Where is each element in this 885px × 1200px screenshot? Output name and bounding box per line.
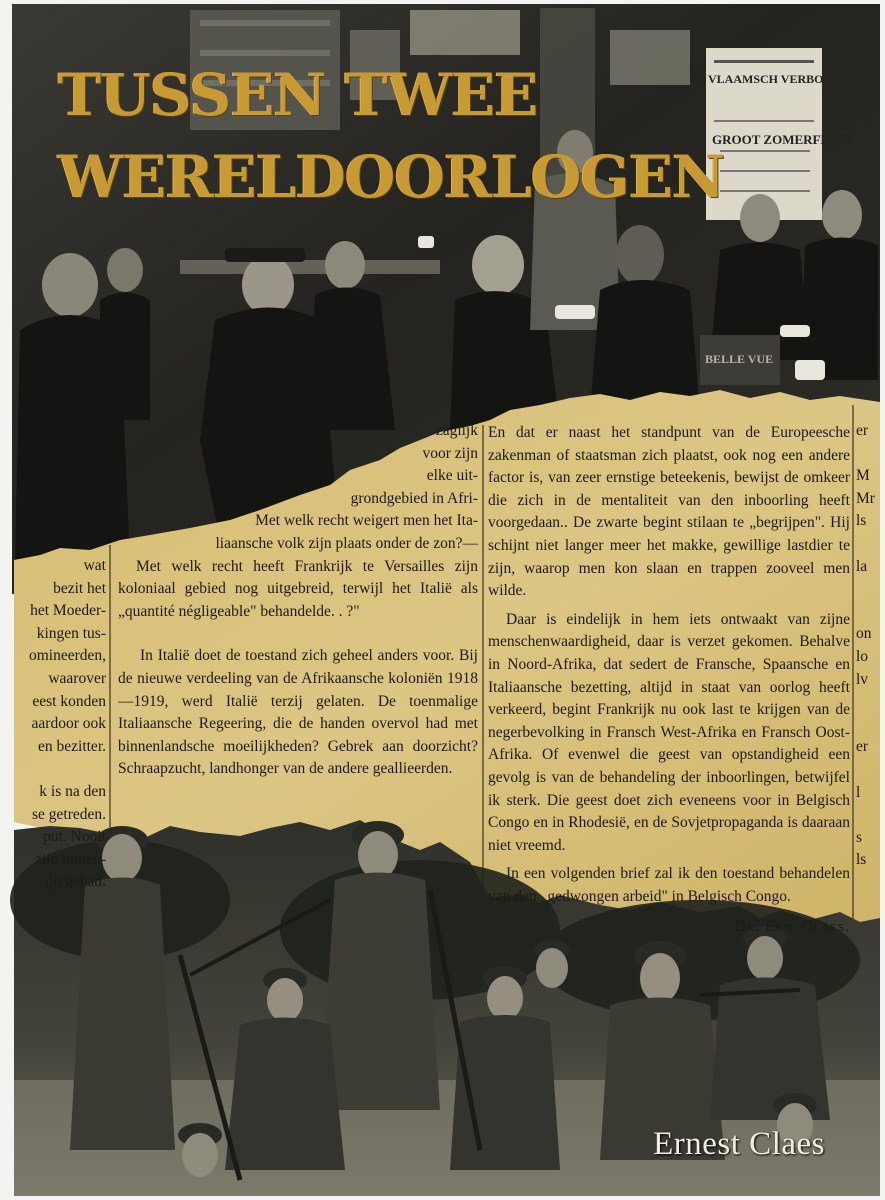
newspaper-line: se getreden. (31, 805, 106, 823)
newspaper-torn-line: grondgebied in Afri- (350, 489, 478, 507)
book-title-line-1: TUSSEN TWEE (58, 61, 538, 129)
newspaper-far-right-column (856, 420, 882, 890)
newspaper-line: er (856, 738, 869, 756)
newspaper-line (856, 601, 882, 624)
newspaper-line: ijn gehad. (44, 873, 106, 891)
book-author: Ernest Claes (653, 1126, 825, 1162)
newspaper-line: omineerden, (28, 647, 106, 665)
newspaper-line: lo (856, 647, 869, 665)
newspaper-torn-line: liaansche volk zijn plaats onder de zon?— (215, 534, 478, 552)
newspaper-line: wat (83, 557, 106, 574)
newspaper-line: Mr (856, 489, 875, 507)
newspaper-line: la (856, 557, 868, 575)
newspaper-line: er (856, 422, 869, 439)
newspaper-line: put. Nooit (43, 828, 106, 846)
newspaper-line: on (856, 625, 872, 643)
newspaper-line: ls (856, 512, 867, 530)
newspaper-line: k is na den (39, 782, 106, 800)
newspaper-torn-line: zaglijk (435, 422, 478, 439)
poster-line: GROOT ZOMERFEEST (712, 132, 854, 147)
newspaper-line (856, 804, 882, 827)
book-title-line-2: WERELDOORLOGEN (58, 143, 725, 211)
newspaper-paragraph: In een volgenden brief zal ik den toestand behandelen van den „gedwongen arbeid" in Belgisch Congo. (488, 865, 850, 905)
newspaper-line: waarover (48, 669, 106, 687)
newspaper-line (856, 578, 882, 601)
newspaper-line: ls (856, 851, 867, 869)
newspaper-torn-line: elke uit- (426, 467, 478, 485)
newspaper-left-column (14, 555, 106, 891)
newspaper-torn-lines (118, 420, 478, 556)
newspaper-paragraph: In Italië doet de toestand zich geheel anders voor. Bij de nieuwe verdeeling van de Afrikaansche koloniën 1918—1919, werd Italië terzij gelaten. De toenmalige Italiaansche Regeering, die de handen overvol had met binnenlandsche moeilijkheden? Gebrek aan doorzicht? Schraapzucht, landhonger van de andere geallieerden. (118, 647, 478, 778)
newspaper-paragraph: En dat er naast het standpunt van de Europeesche zakenman of staatsman zich plaatst, ook nog een andere factor is, van zeer ernstige beteekenis, bewijst de omkeer die zich in de mentaliteit van den inboorling heeft voorgedaan.. De zwarte begint stilaan te „begrijpen". Hij schijnt niet langer meer het makke, gewillige lastdier te zijn, waarop men kon slaan en trappen zooveel men wilde. (488, 424, 850, 600)
newspaper-signature: Dr. Ern. Claes. (734, 918, 850, 936)
newspaper-middle-column (118, 420, 478, 825)
newspaper-torn-line: Met welk recht weigert men het Ita- (255, 512, 478, 530)
newspaper-line: l (856, 783, 861, 801)
newspaper-line (856, 714, 882, 737)
newspaper-paragraph: Daar is eindelijk in hem iets ontwaakt van zijne menschenwaardigheid, daar is verzet gekomen. Behalve in Noord-Afrika, dat sedert de Fransche, Spaansche en Italiaansche bezetting, altijd in staat van oorlog heeft verkeerd, begint Frankrijk nu ook last te krijgen van de negerbevolking in Fransch West-Afrika en Fransch Oost-Afrika. Of evenwel die geest van opstandigheid een gevolg is van de behandeling der inboorlingen, betwijfel ik sterk. Die geest doet zich eveneens voor in Belgisch Congo en in Rhodesië, en de Sovjetpropaganda is daaraan niet vreemd. (488, 610, 850, 854)
newspaper-line (856, 691, 882, 714)
newspaper-line: s (856, 828, 863, 846)
newspaper-line: zijn buiten- (34, 850, 106, 868)
newspaper-line (856, 759, 882, 782)
newspaper-line: kingen tus- (36, 624, 106, 642)
newspaper-right-column (488, 398, 850, 936)
newspaper-line (856, 533, 882, 556)
newspaper-line (14, 758, 106, 781)
newspaper-line (856, 443, 882, 466)
cafe-sign: BELLE VUE (705, 352, 774, 366)
newspaper-line: bezit het (53, 579, 106, 597)
newspaper-line: het Moeder- (30, 602, 106, 620)
newspaper-line: M (856, 467, 870, 485)
newspaper-line: eest konden (32, 692, 106, 710)
newspaper-paragraph: Met welk recht heeft Frankrijk te Versailles zijn koloniaal gebied nog uitgebreid, terwijl het Italië als „quantité négligeable" behandelde. . ?" (118, 557, 478, 620)
newspaper-line: en bezitter. (38, 737, 106, 755)
newspaper-torn-line: voor zijn (422, 444, 478, 462)
newspaper-line: aardoor ook (31, 715, 106, 733)
newspaper-line: lv (856, 670, 869, 688)
poster-line: VLAAMSCH VERBOND (708, 72, 841, 86)
